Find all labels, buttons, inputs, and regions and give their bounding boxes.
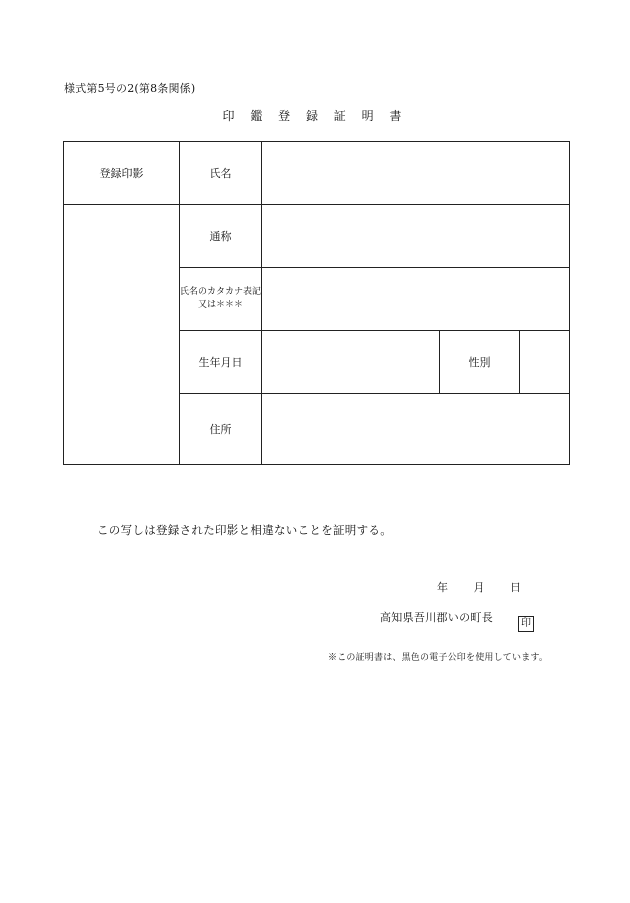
name-label: 氏名 bbox=[180, 142, 262, 205]
official-seal-mark: 印 bbox=[518, 616, 534, 632]
seal-impression-header: 登録印影 bbox=[64, 142, 180, 205]
year-label: 年 bbox=[437, 581, 448, 594]
address-value bbox=[262, 394, 570, 465]
day-label: 日 bbox=[510, 581, 521, 594]
katakana-label-line1: 氏名のカタカナ表記 bbox=[180, 287, 262, 297]
month-label: 月 bbox=[473, 581, 485, 594]
document-title: 印 鑑 登 録 証 明 書 bbox=[222, 109, 408, 123]
alias-value bbox=[262, 205, 570, 268]
katakana-value bbox=[262, 268, 570, 331]
alias-label: 通称 bbox=[180, 205, 262, 268]
gender-value bbox=[520, 331, 570, 394]
registration-table bbox=[63, 141, 570, 465]
seal-impression-area bbox=[64, 205, 180, 465]
katakana-label-line2: 又は＊＊＊ bbox=[197, 300, 243, 310]
form-number: 様式第5号の2(第8条関係) bbox=[64, 82, 196, 95]
seal-note: ※この証明書は、黒色の電子公印を使用しています。 bbox=[328, 653, 549, 663]
birthdate-value bbox=[262, 331, 440, 394]
birthdate-label: 生年月日 bbox=[180, 331, 262, 394]
katakana-label bbox=[180, 268, 262, 331]
certification-statement: この写しは登録された印影と相違ないことを証明する。 bbox=[97, 523, 392, 537]
gender-label: 性別 bbox=[440, 331, 520, 394]
address-label: 住所 bbox=[180, 394, 262, 465]
name-value bbox=[262, 142, 570, 205]
issuer-name: 高知県吾川郡いの町長 bbox=[380, 611, 493, 624]
date-line bbox=[437, 579, 521, 595]
